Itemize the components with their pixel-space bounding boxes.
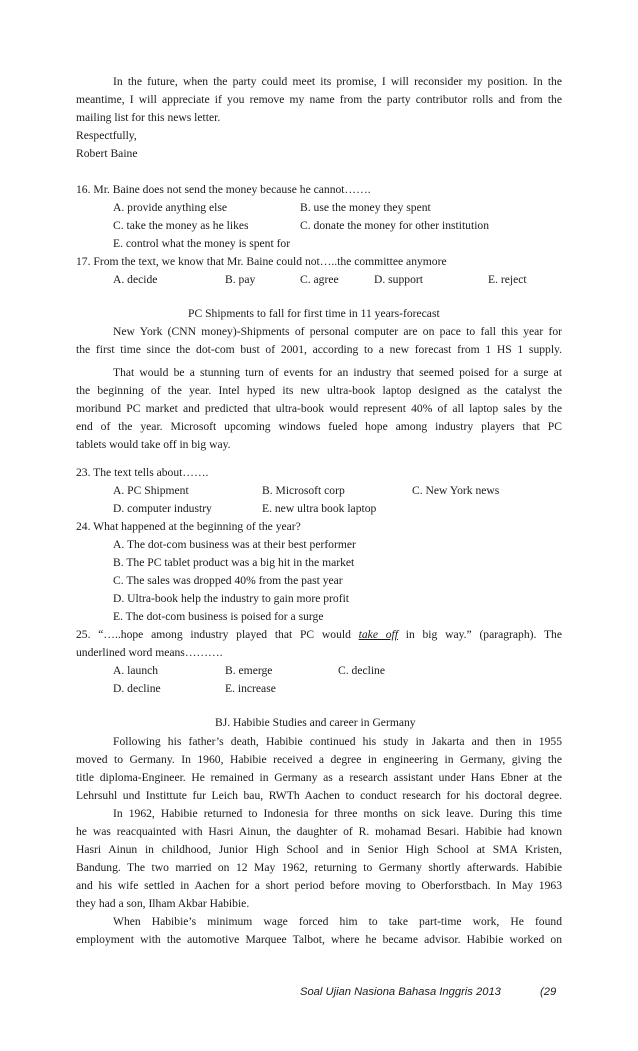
article-paragraph-line: title diploma-Engineer. He remained in Germany as a research assistant under Hans Ebner at the bbox=[76, 771, 562, 784]
q23-option-a: A. PC Shipment bbox=[113, 484, 189, 497]
letter-paragraph-line: In the future, when the party could meet its promise, I will reconsider my position. In the bbox=[113, 75, 562, 88]
q17-option-a: A. decide bbox=[113, 273, 158, 286]
question-17-stem: 17. From the text, we know that Mr. Baine could not…..the committee anymore bbox=[76, 255, 447, 268]
article-paragraph-line: That would be a stunning turn of events for an industry that seemed poised for a surge at bbox=[113, 366, 562, 379]
article-paragraph-line: Lehrsuhl und Instittute fur Leich bau, RWTh Aachen to conduct research for his doctoral degree. bbox=[76, 789, 562, 802]
article-paragraph-line: In 1962, Habibie returned to Indonesia for three months on sick leave. During this time bbox=[113, 807, 562, 820]
footer-source: Soal Ujian Nasiona Bahasa Inggris 2013 bbox=[300, 986, 501, 998]
q23-option-b: B. Microsoft corp bbox=[262, 484, 345, 497]
q24-option-c: C. The sales was dropped 40% from the past year bbox=[113, 574, 343, 587]
question-25-stem-line2: underlined word means………. bbox=[76, 646, 223, 659]
q16-option-c2: C. donate the money for other institution bbox=[300, 219, 490, 232]
q16-option-b: B. use the money they spent bbox=[300, 201, 431, 214]
q25-stem-pre: 25. “…..hope among industry played that PC would bbox=[76, 628, 351, 641]
q24-option-e: E. The dot-com business is poised for a surge bbox=[113, 610, 324, 623]
article-heading-pc-shipments: PC Shipments to fall for first time in 11 years-forecast bbox=[188, 307, 440, 320]
article-paragraph-line: they had a son, Ilham Akbar Habibie. bbox=[76, 897, 250, 910]
q25-underlined-term: take off bbox=[358, 628, 398, 641]
q24-option-d: D. Ultra-book help the industry to gain more profit bbox=[113, 592, 350, 605]
question-23-stem: 23. The text tells about……. bbox=[76, 466, 209, 479]
q17-option-b: B. pay bbox=[225, 273, 256, 286]
letter-closing: Respectfully, bbox=[76, 129, 137, 142]
q24-option-a: A. The dot-com business was at their best performer bbox=[113, 538, 356, 551]
q16-option-e: E. control what the money is spent for bbox=[113, 237, 291, 250]
footer-page-number: (29 bbox=[540, 986, 557, 998]
article-paragraph-line: Following his father’s death, Habibie continued his study in Jakarta and then in 1955 bbox=[113, 735, 562, 748]
letter-paragraph-line: mailing list for this news letter. bbox=[76, 111, 221, 124]
article-paragraph-line: moved to Germany. In 1960, Habibie received a degree in engineering in Germany, giving the bbox=[76, 753, 562, 766]
article-paragraph-line: When Habibie’s minimum wage forced him to take part-time work, He found bbox=[113, 915, 562, 928]
q17-option-c: C. agree bbox=[300, 273, 339, 286]
question-25-stem bbox=[76, 626, 562, 644]
q24-option-b: B. The PC tablet product was a big hit in the market bbox=[113, 556, 355, 569]
q17-option-e: E. reject bbox=[488, 273, 527, 286]
article-paragraph-line: the first time since the dot-com bust of 2001, according to a new forecast from 1 HS 1 supply. bbox=[76, 343, 562, 356]
article-paragraph-line: the beginning of the year. Intel hyped its new ultra-book laptop designed as the catalyst the bbox=[76, 384, 562, 397]
article-paragraph-line: tablets would take off in big way. bbox=[76, 438, 231, 451]
q23-option-e: E. new ultra book laptop bbox=[262, 502, 377, 515]
q17-option-d: D. support bbox=[374, 273, 423, 286]
article-paragraph-line: and his wife settled in Aachen for a short period before moving to Oberforstbach. In May 1963 bbox=[76, 879, 562, 892]
letter-paragraph-line: meantime, I will appreciate if you remove my name from the party contributor rolls and from the bbox=[76, 93, 562, 106]
article-paragraph-line: employment with the automotive Marquee Talbot, where he became advisor. Habibie worked on bbox=[76, 933, 562, 946]
article-paragraph-line: end of the year. Microsoft upcoming windows fueled hope among industry players that PC bbox=[76, 420, 562, 433]
article-heading-habibie: BJ. Habibie Studies and career in Germany bbox=[215, 716, 416, 729]
q23-option-d: D. computer industry bbox=[113, 502, 212, 515]
article-paragraph-line: Hasri Ainun in childhood, Junior High School and in Senior High School at SMA Kristen, bbox=[76, 843, 562, 856]
letter-signature: Robert Baine bbox=[76, 147, 138, 160]
q23-option-c: C. New York news bbox=[412, 484, 500, 497]
article-paragraph-line: New York (CNN money)-Shipments of personal computer are on pace to fall this year for bbox=[113, 325, 562, 338]
q25-option-b: B. emerge bbox=[225, 664, 273, 677]
question-16-stem: 16. Mr. Baine does not send the money because he cannot……. bbox=[76, 183, 371, 196]
q25-option-a: A. launch bbox=[113, 664, 159, 677]
q25-option-e: E. increase bbox=[225, 682, 276, 695]
q16-option-a: A. provide anything else bbox=[113, 201, 227, 214]
article-paragraph-line: moribund PC market and predicted that ultra-book would represent 40% of all laptop sales by the bbox=[76, 402, 562, 415]
q25-option-d: D. decline bbox=[113, 682, 161, 695]
question-24-stem: 24. What happened at the beginning of the year? bbox=[76, 520, 301, 533]
article-paragraph-line: Bandung. The two married on 12 May 1962, returning to Germany shortly afterwards. Habibie bbox=[76, 861, 562, 874]
q16-option-c1: C. take the money as he likes bbox=[113, 219, 249, 232]
q25-stem-post: in big way.” (paragraph). The bbox=[405, 628, 562, 641]
q25-option-c: C. decline bbox=[338, 664, 386, 677]
article-paragraph-line: he was reacquainted with Hasri Ainun, the daughter of R. mohamad Besari. Habibie had known bbox=[76, 825, 562, 838]
